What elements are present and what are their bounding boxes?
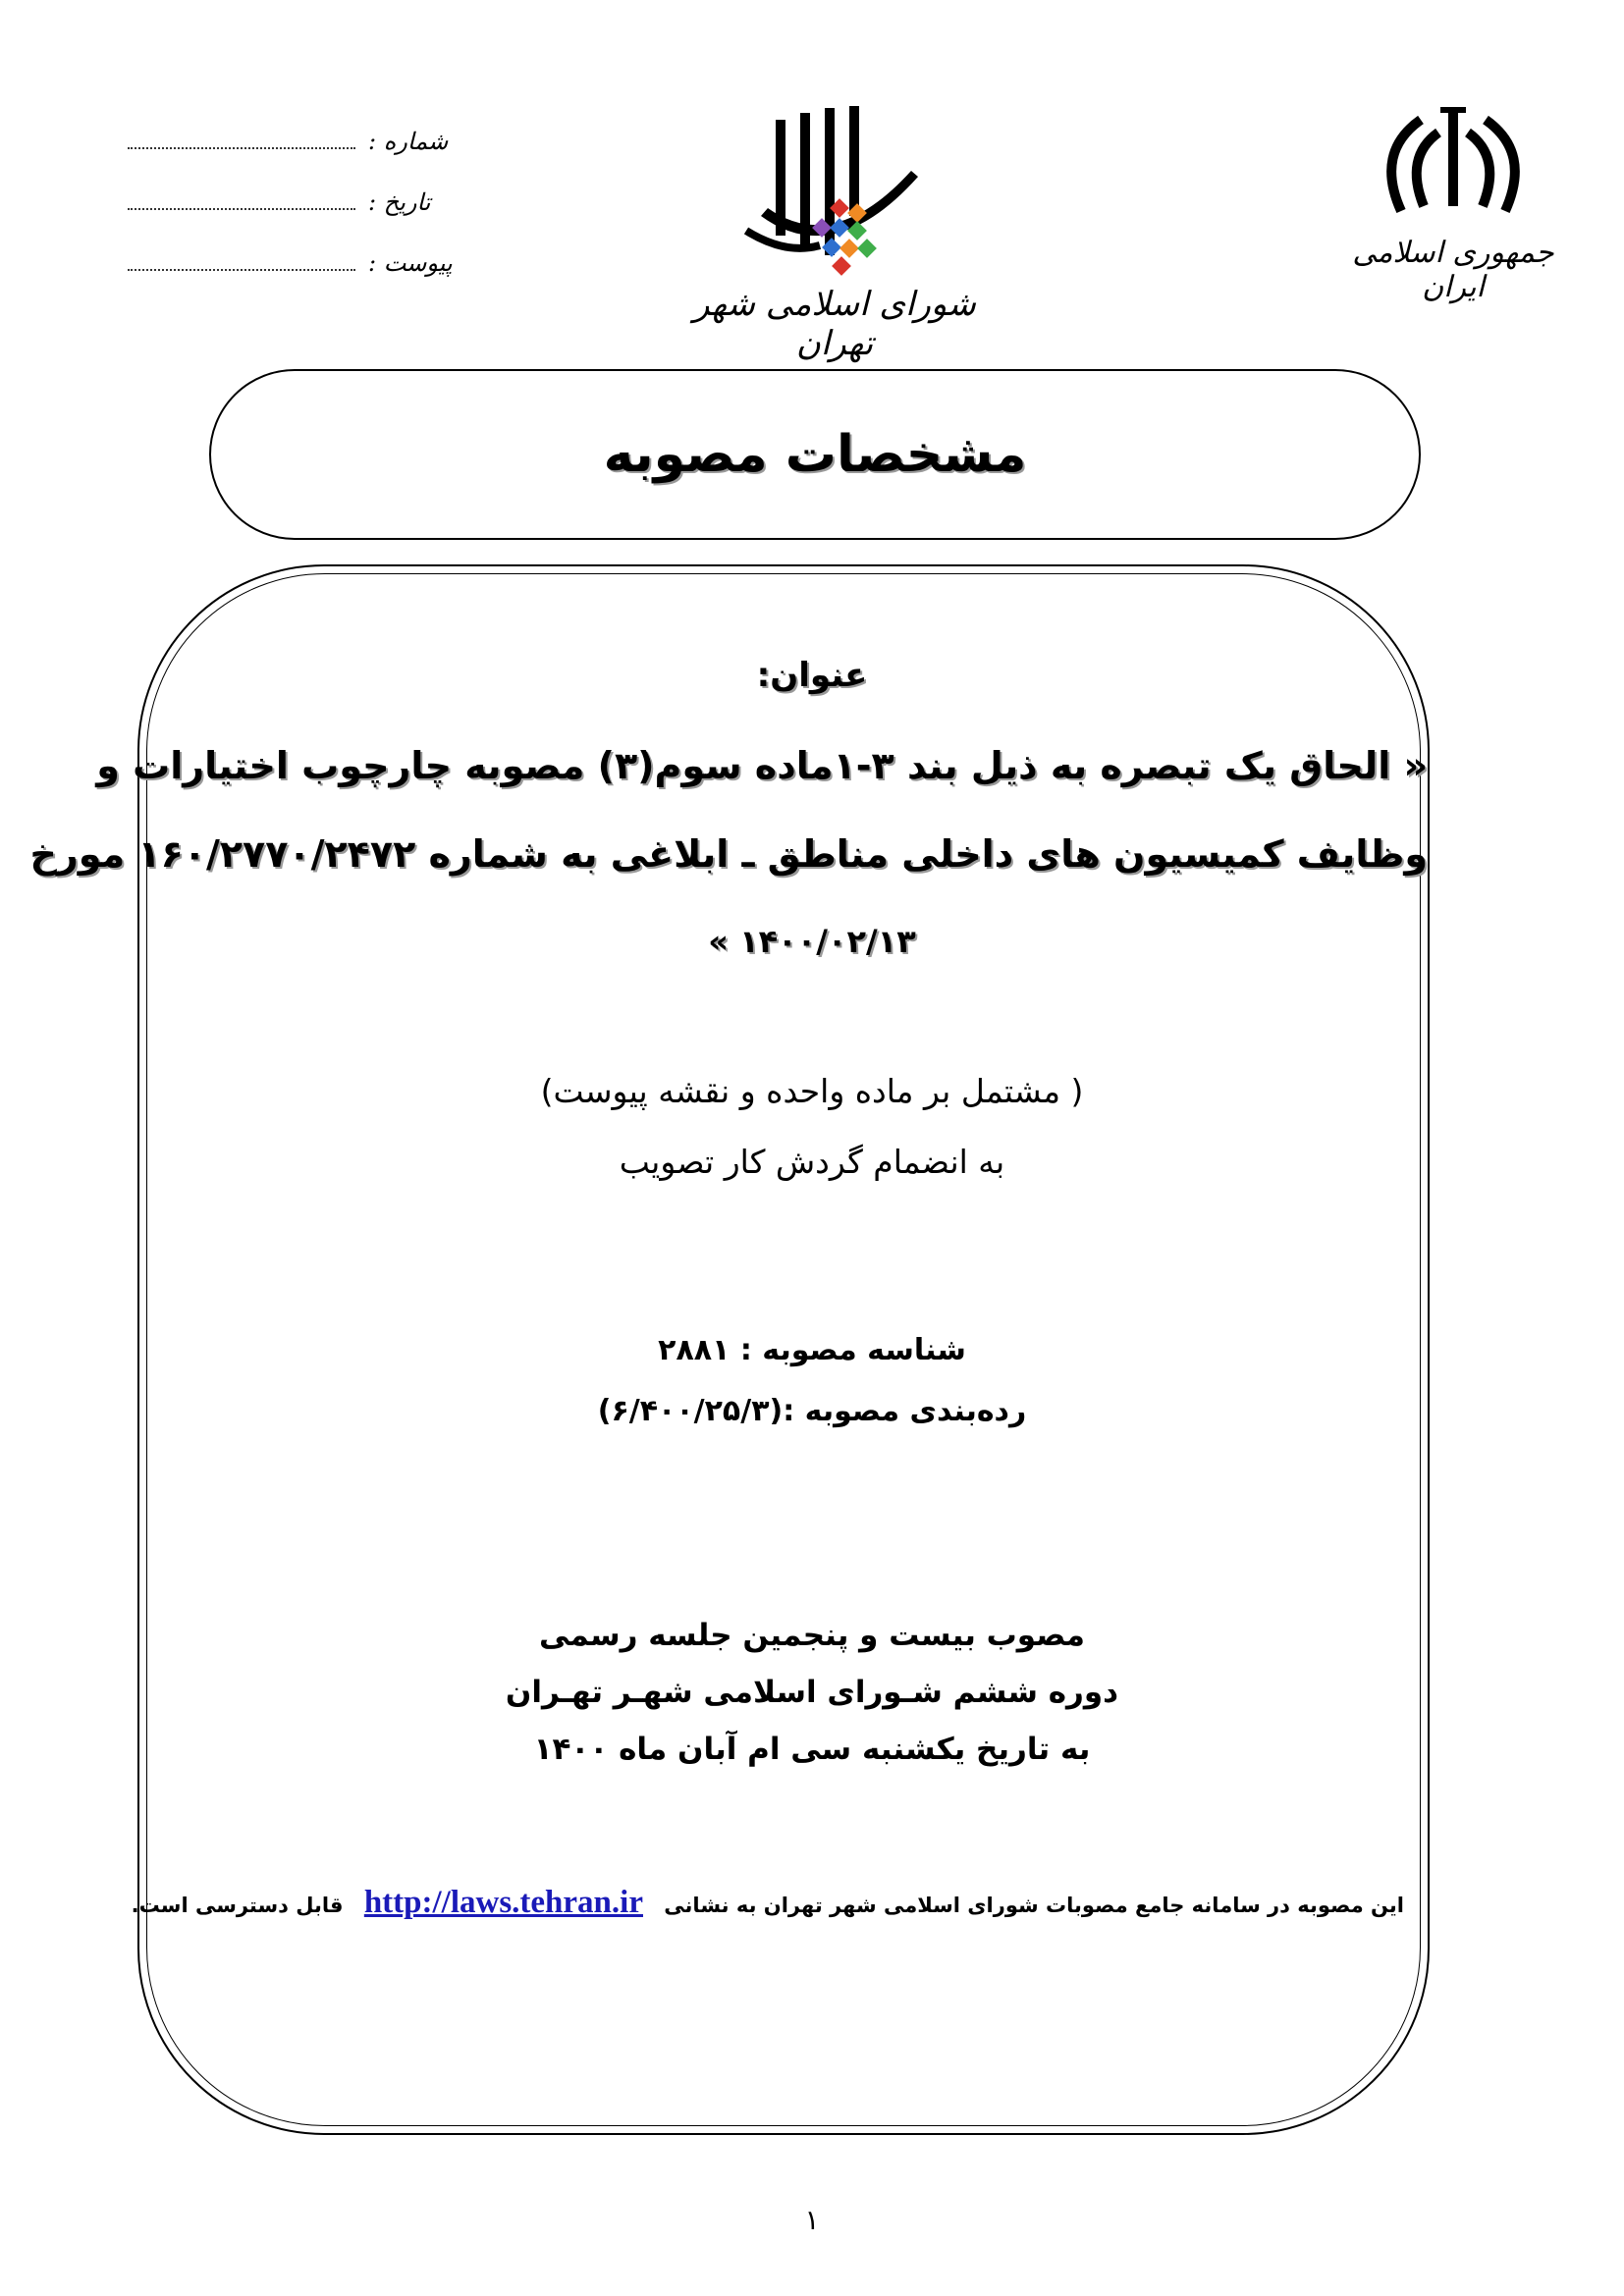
number-field [128, 126, 449, 165]
tehran-council-logo [687, 98, 982, 363]
session-line-1: مصوب بیست و پنجمین جلسه رسمی [538, 1618, 1085, 1653]
availability-note-before: این مصوبه در سامانه جامع مصوبات شورای اسلامی شهر تهران به نشانی [664, 1894, 1404, 1917]
page-title: مشخصات مصوبه [603, 425, 1027, 484]
resolution-classification: رده‌بندی مصوبه :(۶/۴۰۰/۲۵/۳) [597, 1394, 1027, 1428]
session-line-2: دوره ششم شـورای اسلامی شهـر تهـران [505, 1675, 1119, 1710]
iran-emblem-logo [1330, 98, 1576, 304]
resolution-id: شناسه مصوبه : ۲۸۸۱ [658, 1333, 966, 1367]
council-emblem-icon [687, 98, 982, 294]
number-label: شماره : [368, 128, 449, 155]
availability-note-after: قابل دسترسی است. [131, 1894, 344, 1917]
laws-link[interactable]: http://laws.tehran.ir [363, 1885, 643, 1920]
availability-note [131, 1885, 1404, 1921]
subject-line-2: وظایف کمیسیون های داخلی مناطق ـ ابلاغی به شماره ۱۶۰/۲۷۷۰/۲۴۷۲ مورخ [29, 832, 1428, 876]
subject-line-1: « الحاق یک تبصره به ذیل بند ۳-۱ماده سوم(۳) مصوبه چارچوب اختیارات و [96, 744, 1428, 787]
attachment-field [128, 247, 453, 287]
session-line-3: به تاریخ یکشنبه سی ام آبان ماه ۱۴۰۰ [533, 1732, 1091, 1767]
note-line-1: ( مشتمل بر ماده واحده و نقشه پیوست) [540, 1072, 1084, 1110]
subject-label: عنوان: [756, 656, 868, 695]
page-number: ۱ [804, 2204, 820, 2236]
date-label: تاریخ : [368, 188, 431, 216]
council-caption: شورای اسلامی شهر تهران [693, 285, 976, 363]
republic-caption: جمهوری اسلامی ایران [1352, 236, 1554, 304]
title-box [209, 369, 1421, 540]
subject-line-3: ۱۴۰۰/۰۲/۱۳ » [708, 923, 916, 960]
date-field [128, 187, 431, 226]
note-line-2: به انضمام گردش کار تصویب [619, 1143, 1005, 1181]
iran-emblem-icon [1330, 98, 1576, 226]
attachment-label: پیوست : [368, 249, 453, 277]
